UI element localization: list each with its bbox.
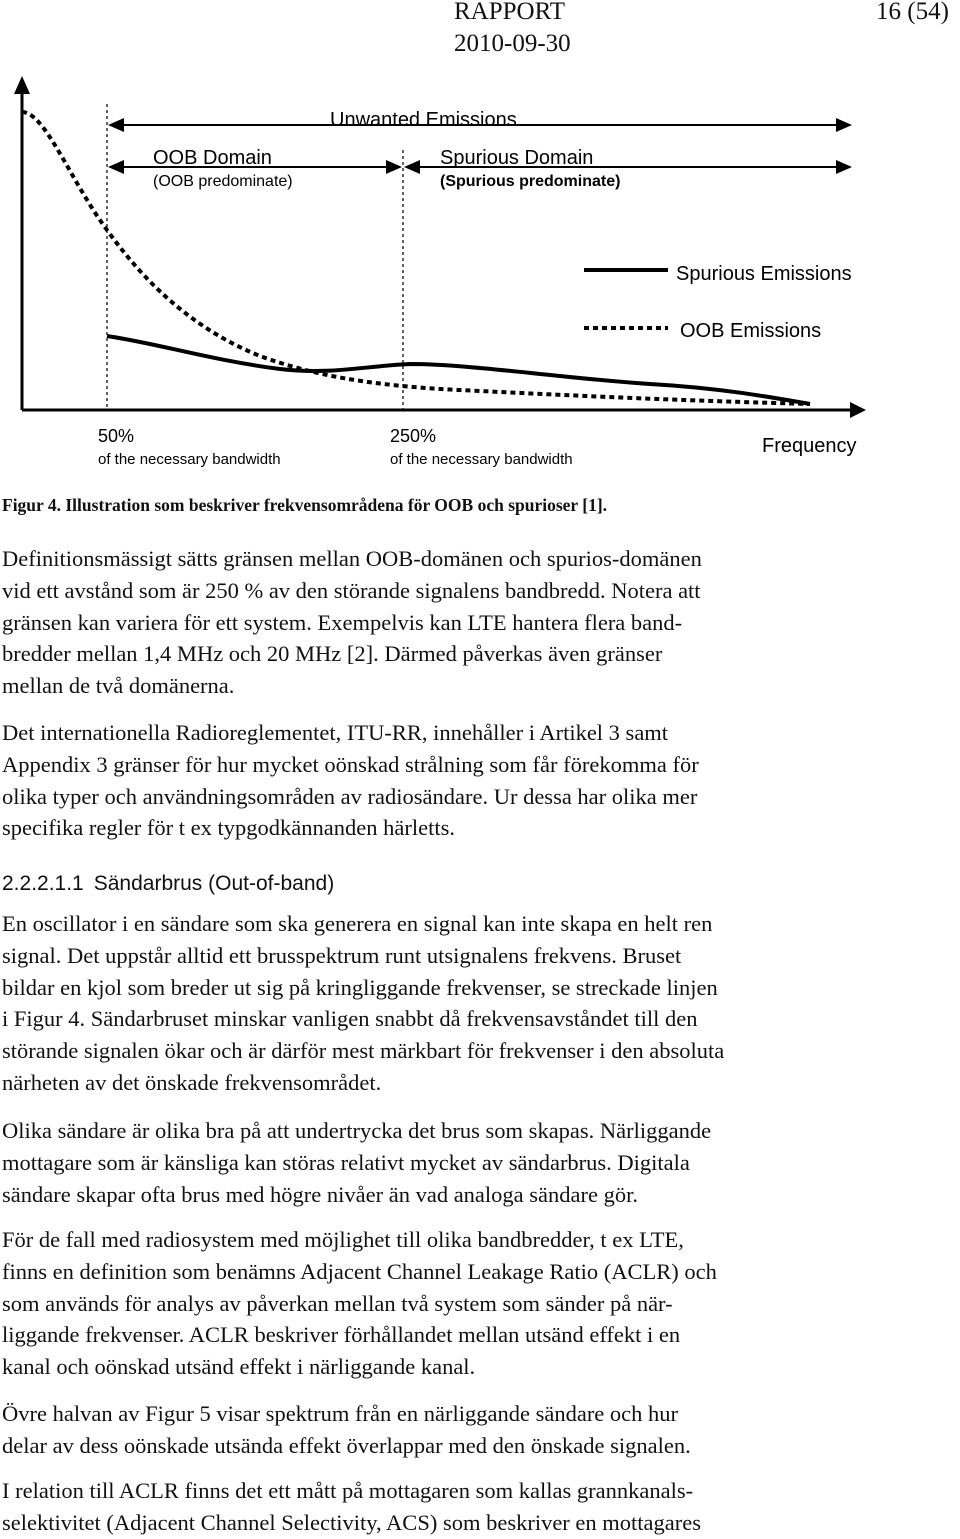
report-date: 2010-09-30 [454,30,571,57]
paragraph-4: Olika sändare är olika bra på att undertrycka det brus som skapas. Närliggande mottagare som är känsliga kan störas relativt mycket av sändarbrus. Digitala sändare skapar ofta brus med högre nivåer än vad analoga sändare gör. [2,1118,712,1207]
paragraph-7: I relation till ACLR finns det ett mått på mottagaren som kallas grannkanals- selektivitet (Adjacent Channel Selectivity, ACS) som beskriver en mottagares [2,1478,701,1535]
section-number: 2.2.2.1.1 [2,872,84,895]
paragraph-1: Definitionsmässigt sätts gränsen mellan OOB-domänen och spurios-domänen vid ett avstånd som är 250 % av den störande signalens bandbredd. Notera att gränsen kan variera för ett system. Exempelvis kan LTE hantera flera band- bredder mellan 1,4 MHz och 20 MHz [2]. Därmed påverkas även gränser mellan de två domänerna. [2,546,702,699]
spurious-emissions-curve [107,336,810,404]
pct250-label: 250% [390,426,437,446]
oob-emissions-curve [22,112,810,404]
section-title: Sändarbrus (Out-of-band) [93,872,335,895]
x-axis-arrow [850,402,866,418]
emissions-figure [0,60,960,480]
legend-spurious-label: Spurious Emissions [676,263,852,285]
pct250-sub: of the necessary bandwidth [390,451,573,468]
figure-caption: Figur 4. Illustration som beskriver frekvensområdena för OOB och spurioser [1]. [2,495,608,515]
paragraph-5: För de fall med radiosystem med möjlighet till olika bandbredder, t ex LTE, finns en definition som benämns Adjacent Channel Leakage Ratio (ACLR) och som används för analys av påverkan mellan två system som sänder på när- liggande frekvenser. ACLR beskriver förhållandet mellan utsänd effekt i en kanal och oönskad utsänd effekt i närliggande kanal. [2,1227,717,1380]
pct50-label: 50% [98,426,135,446]
report-label: RAPPORT [454,0,566,25]
oob-domain-label: OOB Domain [153,147,272,169]
paragraph-3: En oscillator i en sändare som ska generera en signal kan inte skapa en helt ren signal. Det uppstår alltid ett brusspektrum runt utsignalens frekvens. Bruset bildar en kjol som breder ut sig på kringliggande frekvenser, se streckade linjen i Figur 4. Sändarbruset minskar vanligen snabbt då frekvensavståndet till den störande signalen ökar och är därför mest märkbart för frekvenser i den absoluta närheten av det önskade frekvensområdet. [2,911,725,1095]
unwanted-label: Unwanted Emissions [330,109,517,131]
spurious-domain-sub: (Spurious predominate) [440,173,621,190]
legend-oob-label: OOB Emissions [680,320,822,342]
page-number: 16 (54) [876,0,949,25]
y-axis-arrow [14,76,30,94]
pct50-sub: of the necessary bandwidth [98,451,281,468]
paragraph-2: Det internationella Radioreglementet, ITU-RR, innehåller i Artikel 3 samt Appendix 3 gränser för hur mycket oönskad strålning som får förekomma för olika typer och användningsområden av radiosändare. Ur dessa har olika mer specifika regler för t ex typgodkännanden härletts. [2,720,699,841]
frequency-label: Frequency [762,435,857,457]
section-heading [2,872,334,896]
paragraph-6: Övre halvan av Figur 5 visar spektrum från en närliggande sändare och hur delar av dess oönskade utsända effekt överlappar med den önskade signalen. [2,1401,691,1458]
spurious-domain-label: Spurious Domain [440,147,594,169]
oob-domain-sub: (OOB predominate) [153,173,293,190]
